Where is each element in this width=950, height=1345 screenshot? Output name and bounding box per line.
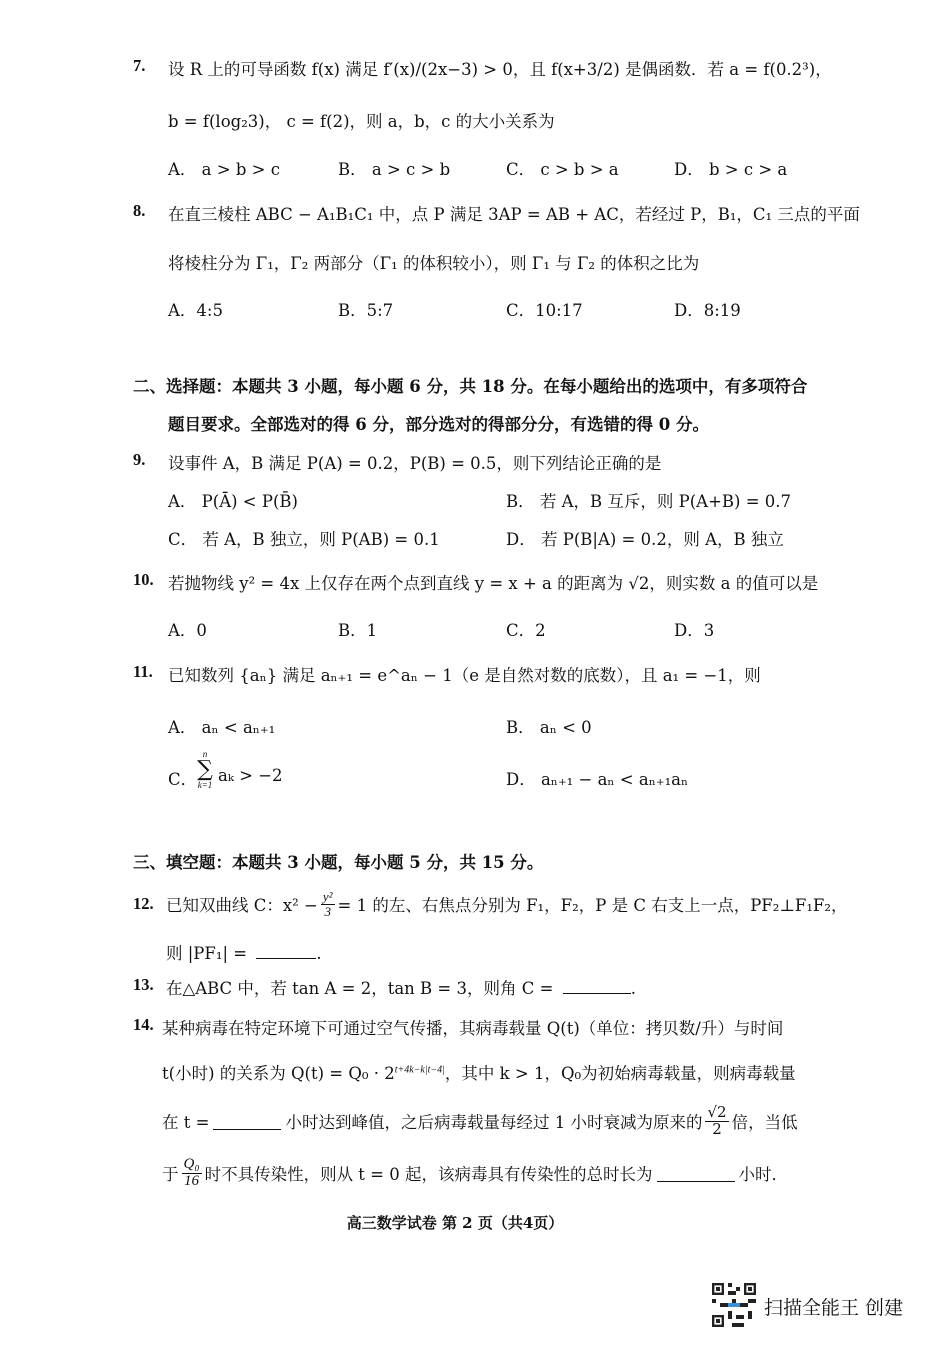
q9-option-d: D． 若 P(B|A) = 0.2，则 A，B 独立: [506, 530, 784, 549]
q11-number: 11.: [133, 662, 153, 681]
q14-stem-line1: 某种病毒在特定环境下可通过空气传播，其病毒载量 Q(t)（单位：拷贝数/升）与时间: [162, 1019, 784, 1038]
q7-option-d: D． b > c > a: [674, 160, 788, 179]
q12-stem-post: = 1 的左、右焦点分别为 F₁，F₂，P 是 C 右支上一点，PF₂⊥F₁F₂，: [337, 896, 848, 915]
q14-blank-peak[interactable]: [213, 1128, 281, 1130]
q14-exponent: t+4k−k|t−4|: [394, 1064, 445, 1076]
q8-option-b: B．5:7: [338, 301, 394, 320]
qr-code-icon: [712, 1283, 756, 1327]
q14-fraction-decay: [705, 1102, 728, 1138]
q12-stem-line2: [166, 940, 322, 964]
q13-answer-blank[interactable]: [563, 992, 631, 994]
q14-line2-post: ，其中 k > 1，Q₀为初始病毒载量，则病毒载量: [444, 1064, 796, 1083]
q13-end: .: [630, 979, 636, 998]
q11-option-c-label: C．: [168, 770, 198, 789]
section2-heading-line1: 二、选择题：本题共 3 小题，每小题 6 分，共 18 分。在每小题给出的选项中，有多项符合: [133, 377, 808, 396]
q9-option-b: B． 若 A，B 互斥，则 P(A+B) = 0.7: [506, 492, 792, 511]
q14-line4-post: 小时．: [738, 1165, 788, 1184]
sum-upper-limit: n: [202, 749, 208, 759]
q12-frac-numerator: y²: [322, 888, 333, 904]
section2-heading-line2: 题目要求。全部选对的得 6 分，部分选对的得部分分，有选错的得 0 分。: [168, 415, 709, 434]
q14-fraction-threshold: [182, 1157, 202, 1190]
q12-number: 12.: [133, 894, 154, 913]
scanner-watermark-text: 扫描全能王 创建: [764, 1297, 904, 1319]
q14-line2-pre: t(小时) 的关系为 Q(t) = Q₀ · 2: [162, 1064, 395, 1083]
q10-number: 10.: [133, 570, 154, 589]
q11-option-b: B． aₙ < 0: [506, 718, 592, 737]
q11-option-d: D． aₙ₊₁ − aₙ < aₙ₊₁aₙ: [506, 770, 689, 789]
q13-text: 在△ABC 中，若 tan A = 2，tan B = 3，则角 C =: [166, 979, 554, 998]
q11-option-c-expr: aₖ > −2: [218, 766, 283, 785]
q14-frac2-denominator: 16: [184, 1172, 200, 1189]
q7-stem-line2: b = f(log₂3)， c = f(2)，则 a，b，c 的大小关系为: [168, 112, 555, 131]
sigma-icon: ∑: [197, 757, 213, 782]
q7-number: 7.: [133, 56, 146, 75]
q10-option-b: B．1: [338, 621, 378, 640]
q8-option-c: C．10:17: [506, 301, 583, 320]
q7-option-c: C． c > b > a: [506, 160, 619, 179]
q8-option-d: D．8:19: [674, 301, 741, 320]
q12-line2-text: 则 |PF₁| =: [166, 944, 248, 963]
q12-stem-pre: 已知双曲线 C：x² −: [166, 896, 318, 915]
q14-line4-mid: 时不具传染性，则从 t = 0 起，该病毒具有传染性的总时长为: [204, 1165, 653, 1184]
q9-option-a: A． P(Ā) < P(B̄): [168, 492, 298, 511]
page-footer: 高三数学试卷 第 2 页（共4页）: [346, 1214, 564, 1232]
q12-line2-end: .: [316, 944, 322, 963]
q7-stem-line1: 设 R 上的可导函数 f(x) 满足 f′(x)/(2x−3) > 0，且 f(x+3/2) 是偶函数．若 a = f(0.2³)，: [168, 60, 832, 79]
q7-option-a: A． a > b > c: [168, 160, 280, 179]
q12-stem-line1: [166, 884, 848, 924]
section3-heading: 三、填空题：本题共 3 小题，每小题 5 分，共 15 分。: [133, 853, 544, 872]
q9-option-c: C． 若 A，B 独立，则 P(AB) = 0.1: [168, 530, 440, 549]
q14-stem-line4: [162, 1150, 788, 1196]
q13-stem: [166, 975, 636, 999]
q14-stem-line2: [162, 1060, 796, 1084]
sum-lower-limit: k=1: [197, 780, 213, 790]
q14-line3-pre: 在 t =: [162, 1113, 210, 1132]
q10-option-a: A．0: [168, 621, 207, 640]
q12-fraction: [321, 890, 335, 918]
q14-blank-duration[interactable]: [657, 1180, 735, 1182]
q10-option-c: C．2: [506, 621, 546, 640]
q14-line3-post: 倍，当低: [731, 1113, 798, 1132]
q12-answer-blank[interactable]: [256, 957, 316, 959]
q8-number: 8.: [133, 201, 146, 220]
q14-stem-line3: [162, 1098, 798, 1144]
q11-option-c-sum: [196, 750, 214, 790]
q11-stem: 已知数列 {aₙ} 满足 aₙ₊₁ = e^aₙ − 1（e 是自然对数的底数），且 a₁ = −1，则: [168, 666, 761, 685]
q12-frac-denominator: 3: [324, 903, 331, 919]
q14-line4-pre: 于: [162, 1165, 179, 1184]
q14-line3-mid: 小时达到峰值，之后病毒载量每经过 1 小时衰减为原来的: [285, 1113, 703, 1132]
q10-stem: 若抛物线 y² = 4x 上仅存在两个点到直线 y = x + a 的距离为 √2，则实数 a 的值可以是: [168, 574, 819, 593]
q10-option-d: D．3: [674, 621, 715, 640]
q8-stem-line1: 在直三棱柱 ABC − A₁B₁C₁ 中，点 P 满足 3AP = AB + AC，若经过 P，B₁，C₁ 三点的平面: [168, 205, 860, 224]
q14-frac-denominator: 2: [712, 1119, 722, 1138]
q14-frac-numerator: √2: [707, 1102, 727, 1121]
q14-frac2-numerator: Q₀: [183, 1155, 200, 1172]
q9-number: 9.: [133, 450, 146, 469]
q9-stem: 设事件 A，B 满足 P(A) = 0.2，P(B) = 0.5，则下列结论正确的是: [168, 454, 662, 473]
q14-number: 14.: [133, 1015, 154, 1034]
q13-number: 13.: [133, 975, 154, 994]
q11-option-a: A． aₙ < aₙ₊₁: [168, 718, 276, 737]
q8-stem-line2: 将棱柱分为 Γ₁，Γ₂ 两部分（Γ₁ 的体积较小），则 Γ₁ 与 Γ₂ 的体积之比为: [168, 254, 700, 273]
q7-option-b: B． a > c > b: [338, 160, 451, 179]
q8-option-a: A．4:5: [168, 301, 223, 320]
